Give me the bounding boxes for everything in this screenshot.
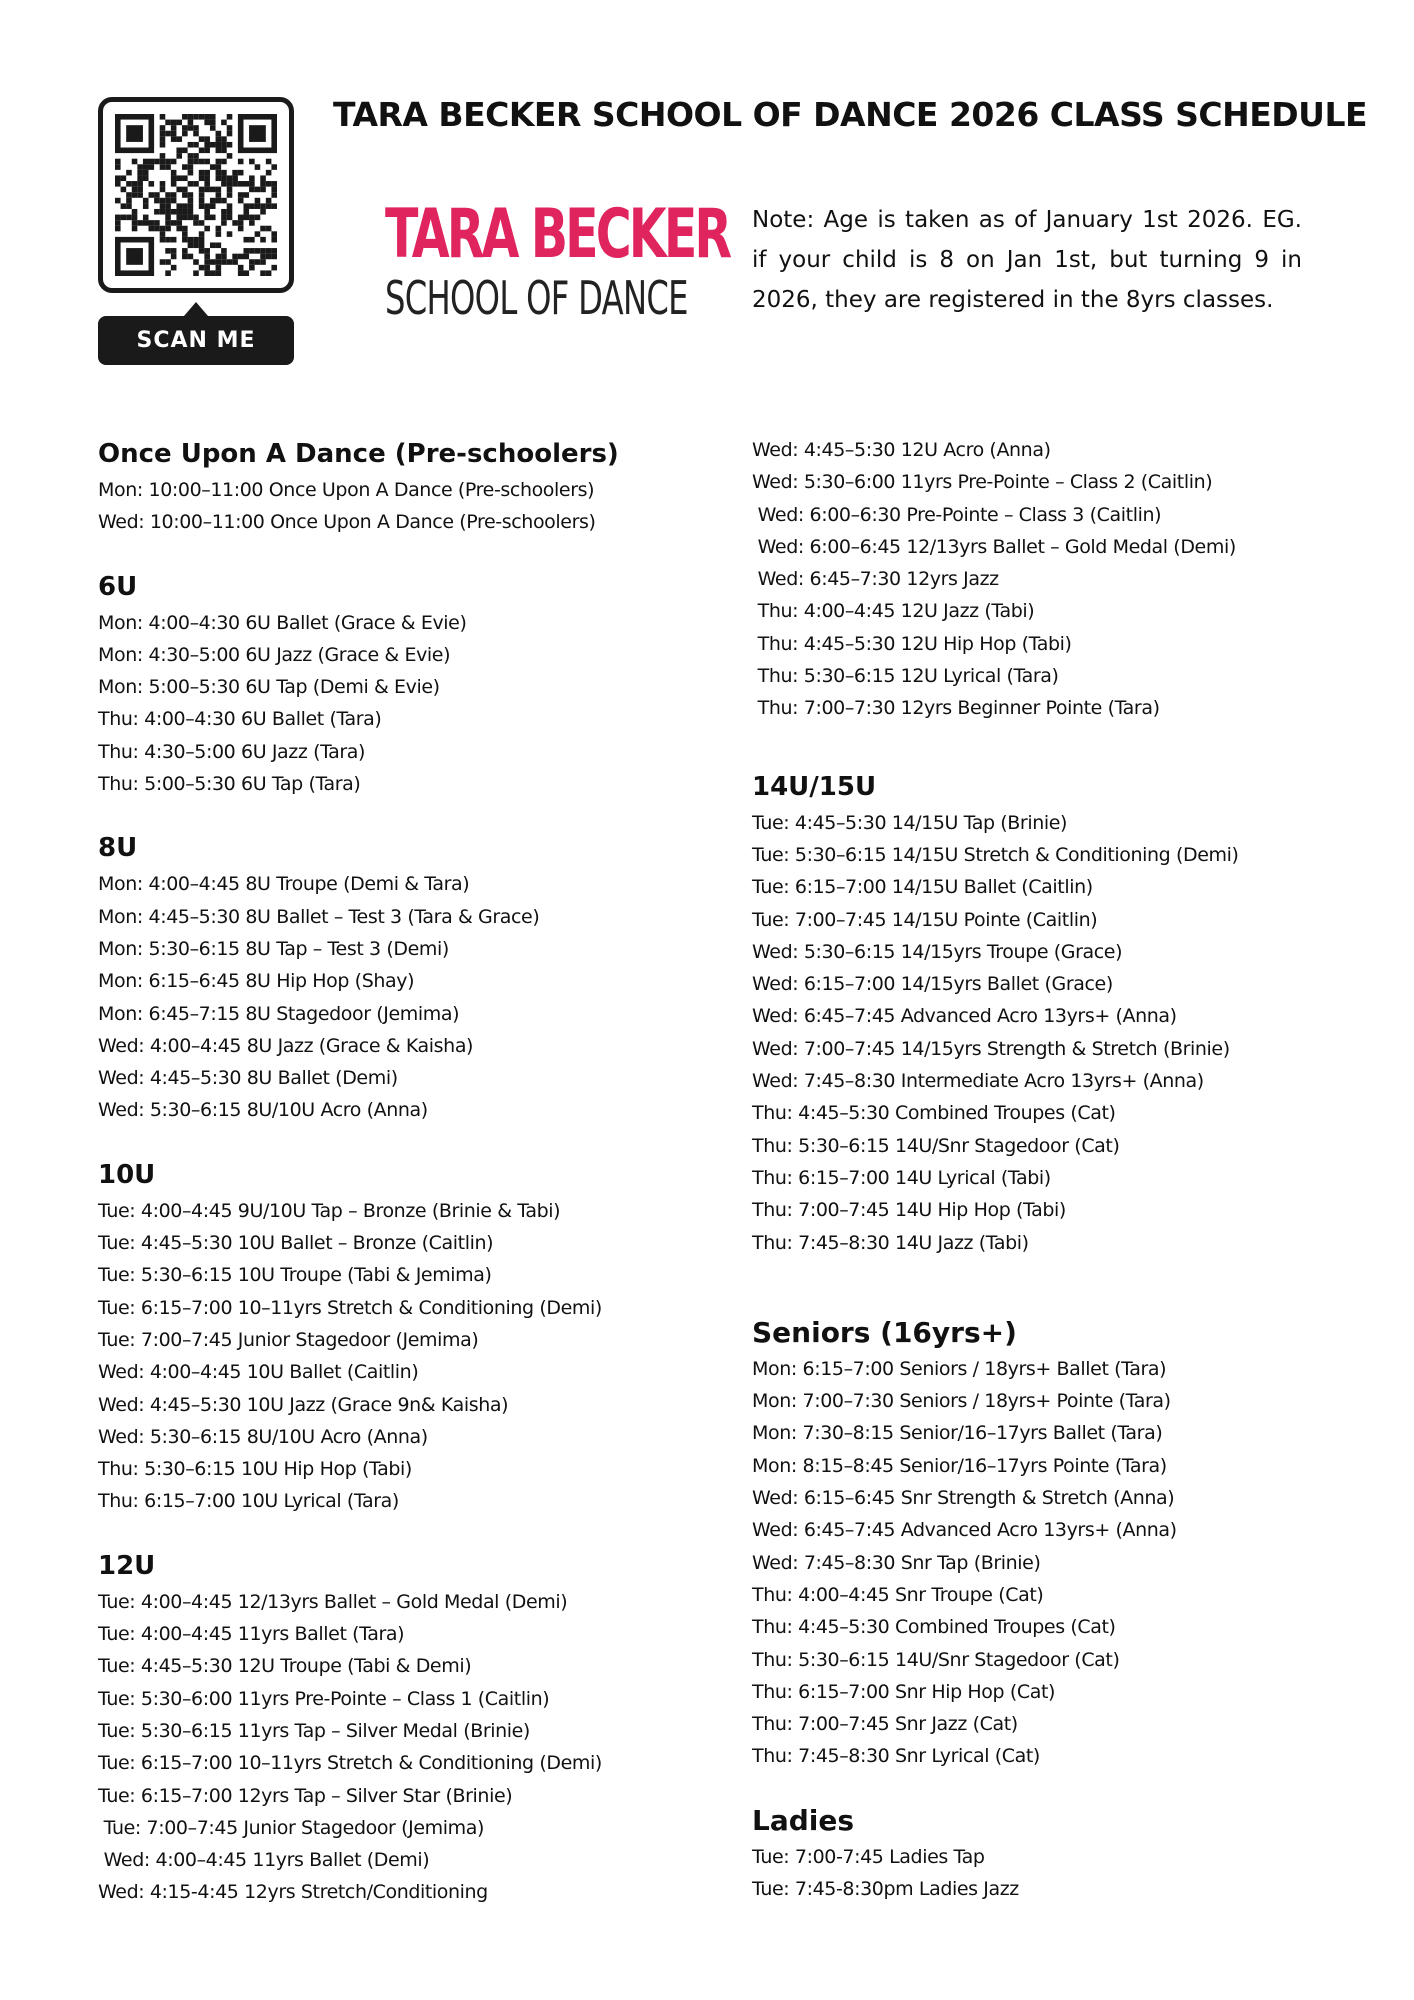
schedule-entry: Wed: 6:45–7:45 Advanced Acro 13yrs+ (Anna) bbox=[752, 1005, 1177, 1028]
section-heading: 6U bbox=[98, 571, 138, 602]
scan-me-pointer bbox=[184, 302, 208, 316]
school-logo bbox=[385, 195, 730, 325]
schedule-entry: Wed: 6:15–7:00 14/15yrs Ballet (Grace) bbox=[752, 973, 1113, 996]
schedule-entry: Wed: 5:30–6:15 8U/10U Acro (Anna) bbox=[98, 1099, 428, 1122]
schedule-entry: Tue: 6:15–7:00 10–11yrs Stretch & Conditioning (Demi) bbox=[98, 1752, 602, 1775]
section-10u bbox=[98, 1157, 698, 1518]
section-heading: Once Upon A Dance (Pre-schoolers) bbox=[98, 439, 619, 469]
schedule-entry: Tue: 7:00–7:45 14/15U Pointe (Caitlin) bbox=[752, 908, 1098, 931]
schedule-entry: Thu: 4:00–4:45 Snr Troupe (Cat) bbox=[752, 1583, 1044, 1606]
schedule-entry: Wed: 4:00–4:45 10U Ballet (Caitlin) bbox=[98, 1361, 419, 1384]
schedule-entry: Mon: 4:00–4:45 8U Troupe (Demi & Tara) bbox=[98, 873, 470, 896]
schedule-entry: Tue: 5:30–6:15 14/15U Stretch & Conditioning (Demi) bbox=[752, 843, 1239, 866]
schedule-entry: Thu: 4:30–5:00 6U Jazz (Tara) bbox=[98, 740, 366, 763]
section-heading: 14U/15U bbox=[752, 771, 877, 802]
qr-code-icon bbox=[115, 114, 277, 276]
schedule-entry: Thu: 5:30–6:15 14U/Snr Stagedoor (Cat) bbox=[752, 1648, 1120, 1671]
schedule-entry: Wed: 7:45–8:30 Intermediate Acro 13yrs+ (Anna) bbox=[752, 1070, 1204, 1093]
section-8u bbox=[98, 830, 698, 1126]
schedule-entry: Thu: 4:45–5:30 Combined Troupes (Cat) bbox=[752, 1102, 1116, 1125]
schedule-entry: Mon: 10:00–11:00 Once Upon A Dance (Pre-schoolers) bbox=[98, 479, 595, 501]
section-heading: 8U bbox=[98, 833, 138, 864]
schedule-entry: Thu: 7:00–7:45 Snr Jazz (Cat) bbox=[752, 1713, 1018, 1736]
schedule-entry: Tue: 4:00–4:45 11yrs Ballet (Tara) bbox=[98, 1623, 405, 1646]
section-12u bbox=[98, 1548, 698, 1909]
schedule-entry: Mon: 7:30–8:15 Senior/16–17yrs Ballet (Tara) bbox=[752, 1422, 1163, 1445]
section-14u-15u bbox=[752, 769, 1372, 1259]
schedule-entry: Tue: 6:15–7:00 10–11yrs Stretch & Conditioning (Demi) bbox=[98, 1296, 602, 1319]
schedule-entry: Wed: 7:45–8:30 Snr Tap (Brinie) bbox=[752, 1551, 1041, 1574]
schedule-entry: Wed: 6:00–6:45 12/13yrs Ballet – Gold Medal (Demi) bbox=[752, 535, 1236, 558]
schedule-left-column bbox=[98, 436, 698, 1909]
schedule-entry: Wed: 5:30–6:00 11yrs Pre-Pointe – Class 2 (Caitlin) bbox=[752, 471, 1213, 494]
schedule-entry: Tue: 7:00–7:45 Junior Stagedoor (Jemima) bbox=[98, 1328, 479, 1351]
schedule-entry: Mon: 5:30–6:15 8U Tap – Test 3 (Demi) bbox=[98, 937, 449, 960]
schedule-entry: Tue: 4:00–4:45 9U/10U Tap – Bronze (Brinie & Tabi) bbox=[98, 1199, 561, 1222]
schedule-entry: Thu: 4:00–4:30 6U Ballet (Tara) bbox=[98, 708, 382, 731]
schedule-entry: Mon: 7:00–7:30 Seniors / 18yrs+ Pointe (Tara) bbox=[752, 1390, 1171, 1413]
schedule-entry: Tue: 4:45–5:30 12U Troupe (Tabi & Demi) bbox=[98, 1655, 472, 1678]
schedule-entry: Wed: 4:45–5:30 8U Ballet (Demi) bbox=[98, 1067, 398, 1090]
schedule-entry: Thu: 7:00–7:30 12yrs Beginner Pointe (Tara) bbox=[752, 697, 1160, 720]
section-seniors bbox=[752, 1315, 1372, 1773]
schedule-entry: Wed: 6:15–6:45 Snr Strength & Stretch (Anna) bbox=[752, 1487, 1175, 1510]
schedule-entry: Tue: 5:30–6:15 10U Troupe (Tabi & Jemima) bbox=[98, 1264, 492, 1287]
schedule-entry: Tue: 7:45-8:30pm Ladies Jazz bbox=[752, 1877, 1019, 1900]
schedule-entry: Wed: 7:00–7:45 14/15yrs Strength & Stretch (Brinie) bbox=[752, 1037, 1230, 1060]
schedule-entry: Thu: 5:30–6:15 14U/Snr Stagedoor (Cat) bbox=[752, 1134, 1120, 1157]
schedule-entry: Wed: 10:00–11:00 Once Upon A Dance (Pre-schoolers) bbox=[98, 511, 596, 534]
schedule-entry: Wed: 6:45–7:30 12yrs Jazz bbox=[752, 568, 999, 591]
schedule-entry: Wed: 4:45–5:30 10U Jazz (Grace 9n& Kaisha) bbox=[98, 1393, 509, 1416]
document-title: TARA BECKER SCHOOL OF DANCE 2026 CLASS SCHEDULE bbox=[333, 95, 1368, 134]
scan-me-label: SCAN ME bbox=[98, 316, 294, 365]
schedule-entry: Tue: 5:30–6:15 11yrs Tap – Silver Medal (Brinie) bbox=[98, 1719, 530, 1742]
schedule-entry: Wed: 6:00–6:30 Pre-Pointe – Class 3 (Caitlin) bbox=[752, 503, 1162, 526]
schedule-entry: Tue: 4:45–5:30 10U Ballet – Bronze (Caitlin) bbox=[98, 1232, 494, 1255]
schedule-entry: Mon: 8:15–8:45 Senior/16–17yrs Pointe (Tara) bbox=[752, 1454, 1167, 1477]
schedule-entry: Wed: 4:00–4:45 8U Jazz (Grace & Kaisha) bbox=[98, 1034, 474, 1057]
schedule-entry: Tue: 7:00-7:45 Ladies Tap bbox=[752, 1845, 985, 1868]
schedule-entry: Thu: 5:30–6:15 12U Lyrical (Tara) bbox=[752, 665, 1059, 688]
schedule-entry: Tue: 7:00–7:45 Junior Stagedoor (Jemima) bbox=[98, 1816, 484, 1839]
schedule-entry: Thu: 7:45–8:30 Snr Lyrical (Cat) bbox=[752, 1745, 1040, 1768]
schedule-entry: Mon: 6:15–7:00 Seniors / 18yrs+ Ballet (Tara) bbox=[752, 1357, 1167, 1380]
schedule-entry: Thu: 6:15–7:00 Snr Hip Hop (Cat) bbox=[752, 1680, 1056, 1703]
schedule-entry: Wed: 5:30–6:15 14/15yrs Troupe (Grace) bbox=[752, 940, 1123, 963]
schedule-entry: Tue: 5:30–6:00 11yrs Pre-Pointe – Class 1 (Caitlin) bbox=[98, 1687, 550, 1710]
logo-line-2: SCHOOL OF DANCE bbox=[385, 271, 688, 325]
schedule-entry: Thu: 7:45–8:30 14U Jazz (Tabi) bbox=[752, 1231, 1029, 1254]
schedule-entry: Tue: 4:45–5:30 14/15U Tap (Brinie) bbox=[752, 811, 1068, 834]
schedule-right-column bbox=[752, 434, 1372, 1905]
schedule-entry: Thu: 6:15–7:00 10U Lyrical (Tara) bbox=[98, 1490, 399, 1513]
schedule-entry: Tue: 6:15–7:00 14/15U Ballet (Caitlin) bbox=[752, 876, 1093, 899]
schedule-entry: Thu: 7:00–7:45 14U Hip Hop (Tabi) bbox=[752, 1199, 1066, 1222]
section-heading: Ladies bbox=[752, 1803, 855, 1837]
section-preschool bbox=[98, 436, 698, 539]
qr-code bbox=[98, 97, 294, 293]
schedule-entry: Mon: 6:15–6:45 8U Hip Hop (Shay) bbox=[98, 970, 415, 993]
schedule-entry: Wed: 6:45–7:45 Advanced Acro 13yrs+ (Anna) bbox=[752, 1519, 1177, 1542]
schedule-entry: Wed: 4:00–4:45 11yrs Ballet (Demi) bbox=[98, 1849, 430, 1872]
section-12u-continued bbox=[752, 434, 1372, 725]
schedule-entry: Mon: 4:30–5:00 6U Jazz (Grace & Evie) bbox=[98, 643, 451, 666]
section-heading: 10U bbox=[98, 1159, 156, 1190]
schedule-entry: Thu: 4:00–4:45 12U Jazz (Tabi) bbox=[752, 600, 1035, 623]
schedule-entry: Mon: 4:00–4:30 6U Ballet (Grace & Evie) bbox=[98, 611, 467, 634]
schedule-entry: Thu: 5:00–5:30 6U Tap (Tara) bbox=[98, 773, 361, 796]
schedule-entry: Mon: 5:00–5:30 6U Tap (Demi & Evie) bbox=[98, 676, 440, 699]
schedule-entry: Thu: 4:45–5:30 Combined Troupes (Cat) bbox=[752, 1616, 1116, 1639]
schedule-entry: Wed: 5:30–6:15 8U/10U Acro (Anna) bbox=[98, 1425, 428, 1448]
schedule-entry: Wed: 4:15-4:45 12yrs Stretch/Conditioning bbox=[98, 1881, 488, 1904]
schedule-entry: Wed: 4:45–5:30 12U Acro (Anna) bbox=[752, 439, 1051, 461]
schedule-entry: Thu: 6:15–7:00 14U Lyrical (Tabi) bbox=[752, 1166, 1051, 1189]
section-ladies bbox=[752, 1803, 1372, 1906]
section-heading: 12U bbox=[98, 1550, 156, 1581]
section-heading: Seniors (16yrs+) bbox=[752, 1315, 1017, 1349]
schedule-entry: Thu: 5:30–6:15 10U Hip Hop (Tabi) bbox=[98, 1458, 412, 1481]
section-6u bbox=[98, 569, 698, 801]
schedule-entry: Mon: 6:45–7:15 8U Stagedoor (Jemima) bbox=[98, 1002, 460, 1025]
age-note: Note: Age is taken as of January 1st 2026. EG. if your child is 8 on Jan 1st, but turning 9 in 2026, they are registered in the 8yrs classes. bbox=[752, 207, 1302, 313]
schedule-entry: Mon: 4:45–5:30 8U Ballet – Test 3 (Tara & Grace) bbox=[98, 905, 540, 928]
schedule-entry: Tue: 6:15–7:00 12yrs Tap – Silver Star (Brinie) bbox=[98, 1784, 513, 1807]
logo-line-1: TARA BECKER bbox=[385, 195, 730, 274]
schedule-entry: Thu: 4:45–5:30 12U Hip Hop (Tabi) bbox=[752, 632, 1072, 655]
schedule-entry: Tue: 4:00–4:45 12/13yrs Ballet – Gold Medal (Demi) bbox=[98, 1590, 568, 1613]
